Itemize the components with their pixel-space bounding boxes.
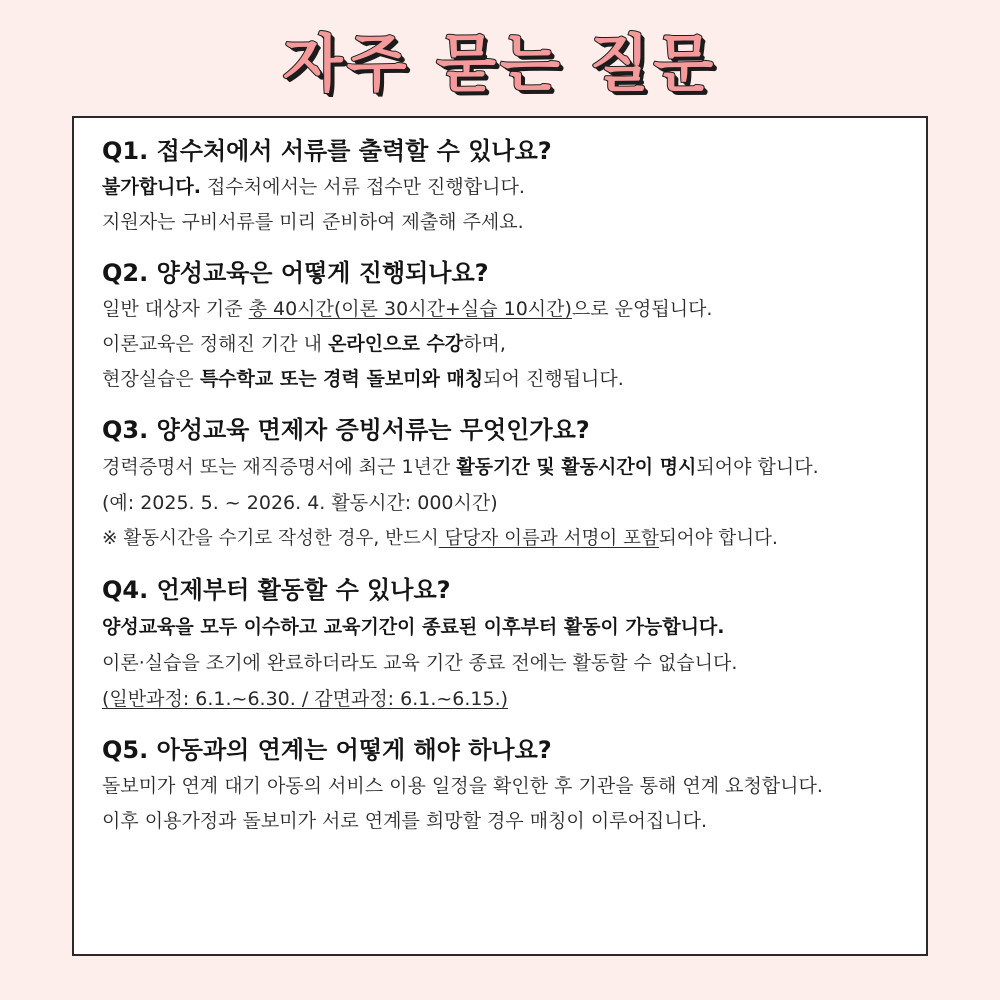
question-q1: Q1. 접수처에서 서류를 출력할 수 있나요? [102,137,552,165]
answer-q2-matching-emphasis: 특수학교 또는 경력 돌보미와 매칭 [199,368,484,390]
answer-q4-line1: 양성교육을 모두 이수하고 교육기간이 종료된 이후부터 활동이 가능합니다. [102,616,725,638]
faq-item-q5 [102,731,926,839]
answer-q2-line3-a: 현장실습은 [102,368,200,390]
question-q5: Q5. 아동과의 연계는 어떻게 해야 하나요? [102,736,552,764]
answer-q3-note-a: ※ 활동시간을 수기로 작성한 경우, 반드시 [102,528,439,549]
answer-q5-line1: 돌보미가 연계 대기 아동의 서비스 이용 일정을 확인한 후 기관을 통해 연계 요청합니다. [102,775,823,797]
answer-q3-line1-a: 경력증명서 또는 재직증명서에 최근 1년간 [102,456,457,478]
answer-q1-line1 [102,170,926,205]
answer-q3-note [102,521,926,557]
answer-q2-line1-a: 일반 대상자 기준 [102,298,249,320]
question-q3: Q3. 양성교육 면제자 증빙서류는 무엇인가요? [102,416,590,444]
faq-item-q3 [102,411,926,557]
answer-q2-online-emphasis: 온라인으로 수강 [328,333,464,355]
answer-q3-signature-underlined: 담당자 이름과 서명이 포함 [438,528,659,549]
answer-q4-line2: 이론·실습을 조기에 완료하더라도 교육 기간 종료 전에는 활동할 수 없습니다. [102,652,738,674]
faq-item-q2 [102,254,926,397]
page-title: 자주 묻는 질문 [282,27,718,100]
faq-item-q1 [102,132,926,240]
answer-q2-line3-c: 되어 진행됩니다. [483,368,624,390]
answer-q4-line3 [102,681,926,717]
faq-item-q4 [102,571,926,717]
answer-q2-hours-underlined: 총 40시간(이론 30시간+실습 10시간) [248,298,572,320]
answer-q3-period-emphasis: 활동기간 및 활동시간이 명시 [456,456,697,478]
answer-q3-line1 [102,449,926,485]
answer-q2-line1 [102,292,926,327]
answer-q1-line2: 지원자는 구비서류를 미리 준비하여 제출해 주세요. [102,211,524,233]
answer-q3-line1-c: 되어야 합니다. [696,456,819,478]
answer-q2-line2-a: 이론교육은 정해진 기간 내 [102,333,329,355]
answer-q5-line2: 이후 이용가정과 돌보미가 서로 연계를 희망할 경우 매칭이 이루어집니다. [102,810,707,832]
answer-q4-schedule-underlined: (일반과정: 6.1.~6.30. / 감면과정: 6.1.~6.15.) [102,688,509,710]
answer-q3-example: (예: 2025. 5. ~ 2026. 4. 활동시간: 000시간) [102,492,498,514]
answer-q1-emphasis: 불가합니다. [102,176,201,198]
answer-q3-note-b: 되어야 합니다. [658,528,778,549]
answer-q2-line3 [102,362,926,397]
answer-q1-line1-text: 접수처에서는 서류 접수만 진행합니다. [201,176,525,198]
question-q2: Q2. 양성교육은 어떻게 진행되나요? [102,259,489,287]
answer-q2-line2 [102,327,926,362]
answer-q2-line1-b: 으로 운영됩니다. [571,298,713,320]
answer-q2-line2-c: 하며, [463,333,506,355]
faq-box [72,116,928,956]
question-q4: Q4. 언제부터 활동할 수 있나요? [102,576,451,604]
